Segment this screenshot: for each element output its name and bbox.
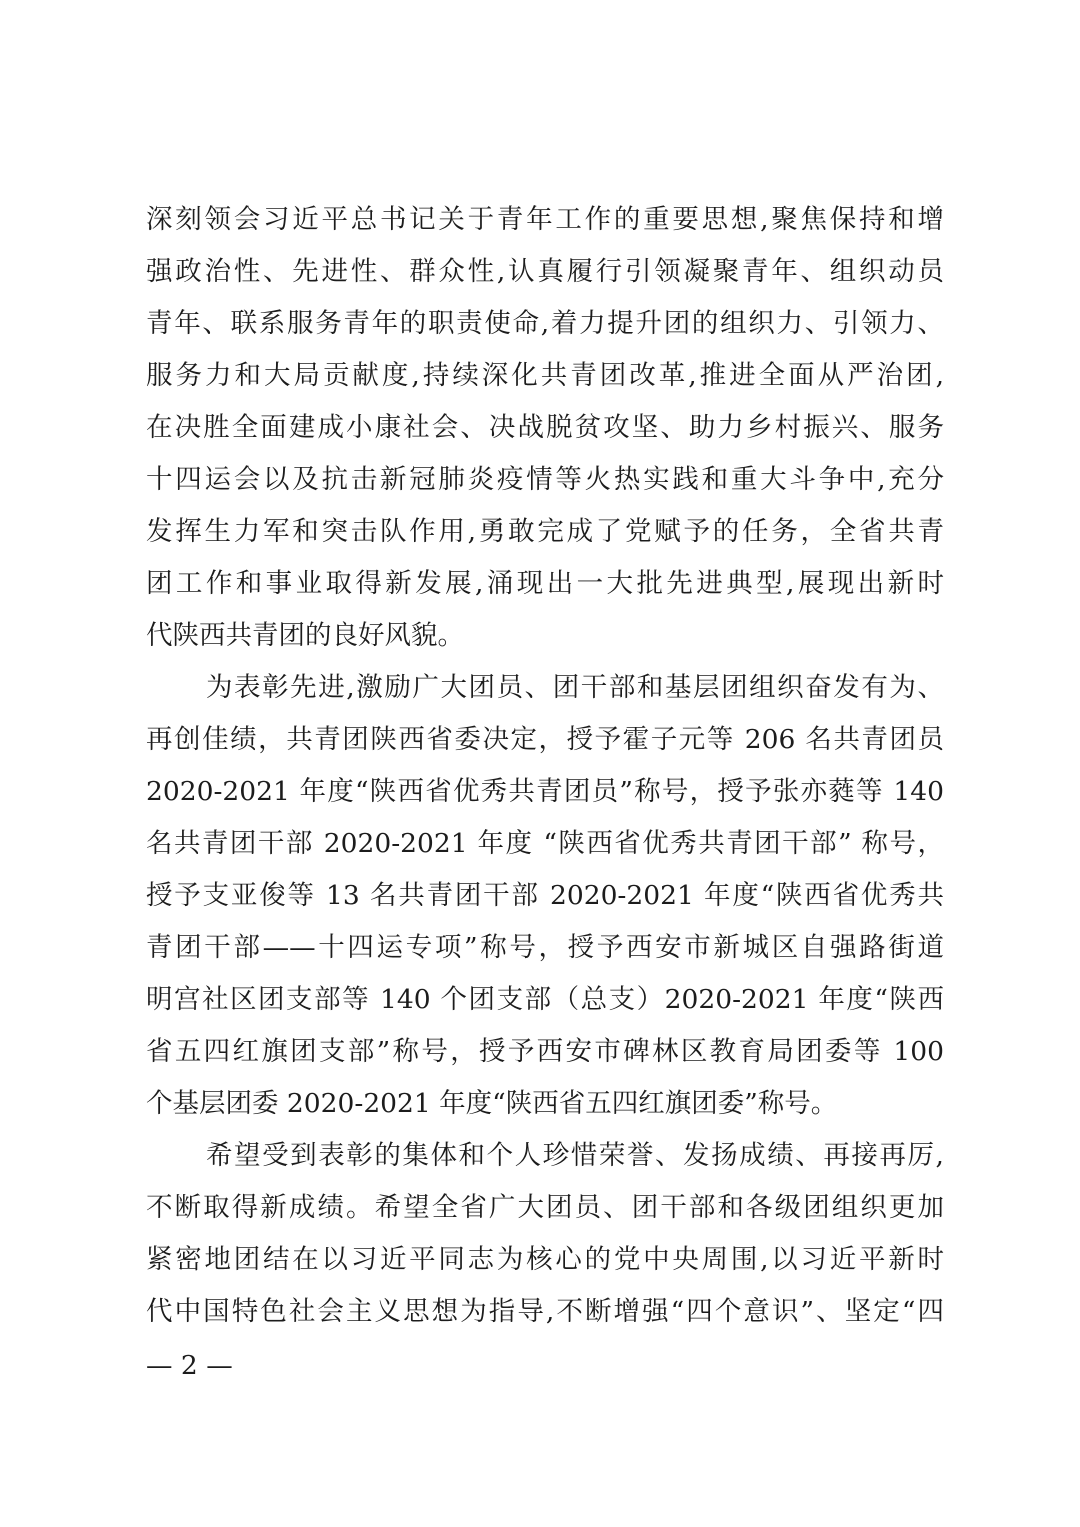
text-line: 服务力和大局贡献度,持续深化共青团改革,推进全面从严治团, xyxy=(146,360,944,391)
text-line: 2020-2021 年度“陕西省优秀共青团员”称号，授予张亦蕤等 140 xyxy=(146,776,944,807)
text-line: 深刻领会习近平总书记关于青年工作的重要思想,聚焦保持和增 xyxy=(146,204,944,235)
text-line: 为表彰先进,激励广大团员、团干部和基层团组织奋发有为、 xyxy=(206,672,944,703)
text-line: 强政治性、先进性、群众性,认真履行引领凝聚青年、组织动员 xyxy=(146,256,944,287)
text-line: 省五四红旗团支部”称号，授予西安市碑林区教育局团委等 100 xyxy=(146,1036,944,1067)
text-line: 代中国特色社会主义思想为指导,不断增强“四个意识”、坚定“四 xyxy=(146,1296,944,1327)
text-line: 个基层团委 2020-2021 年度“陕西省五四红旗团委”称号。 xyxy=(146,1088,838,1119)
text-line: 名共青团干部 2020-2021 年度 “陕西省优秀共青团干部” 称号， xyxy=(146,828,944,859)
text-line: 希望受到表彰的集体和个人珍惜荣誉、发扬成绩、再接再厉, xyxy=(206,1140,944,1171)
text-line: 授予支亚俊等 13 名共青团干部 2020-2021 年度“陕西省优秀共 xyxy=(146,880,944,911)
text-line: 明宫社区团支部等 140 个团支部（总支）2020-2021 年度“陕西 xyxy=(146,984,944,1015)
text-line: 十四运会以及抗击新冠肺炎疫情等火热实践和重大斗争中,充分 xyxy=(146,464,944,495)
text-line: 发挥生力军和突击队作用,勇敢完成了党赋予的任务，全省共青 xyxy=(146,516,944,547)
text-line: 紧密地团结在以习近平同志为核心的党中央周围,以习近平新时 xyxy=(146,1244,944,1275)
text-line: 团工作和事业取得新发展,涌现出一大批先进典型,展现出新时 xyxy=(146,568,944,599)
text-line: 青团干部——十四运专项”称号，授予西安市新城区自强路街道 xyxy=(146,932,944,963)
text-line: 代陕西共青团的良好风貌。 xyxy=(146,620,464,651)
text-line: 不断取得新成绩。希望全省广大团员、团干部和各级团组织更加 xyxy=(146,1192,944,1223)
text-line: 再创佳绩，共青团陕西省委决定，授予霍子元等 206 名共青团员 xyxy=(146,724,944,755)
text-line: 青年、联系服务青年的职责使命,着力提升团的组织力、引领力、 xyxy=(146,308,944,339)
text-line: 在决胜全面建成小康社会、决战脱贫攻坚、助力乡村振兴、服务 xyxy=(146,412,944,443)
page-number: — 2 — xyxy=(146,1350,233,1381)
